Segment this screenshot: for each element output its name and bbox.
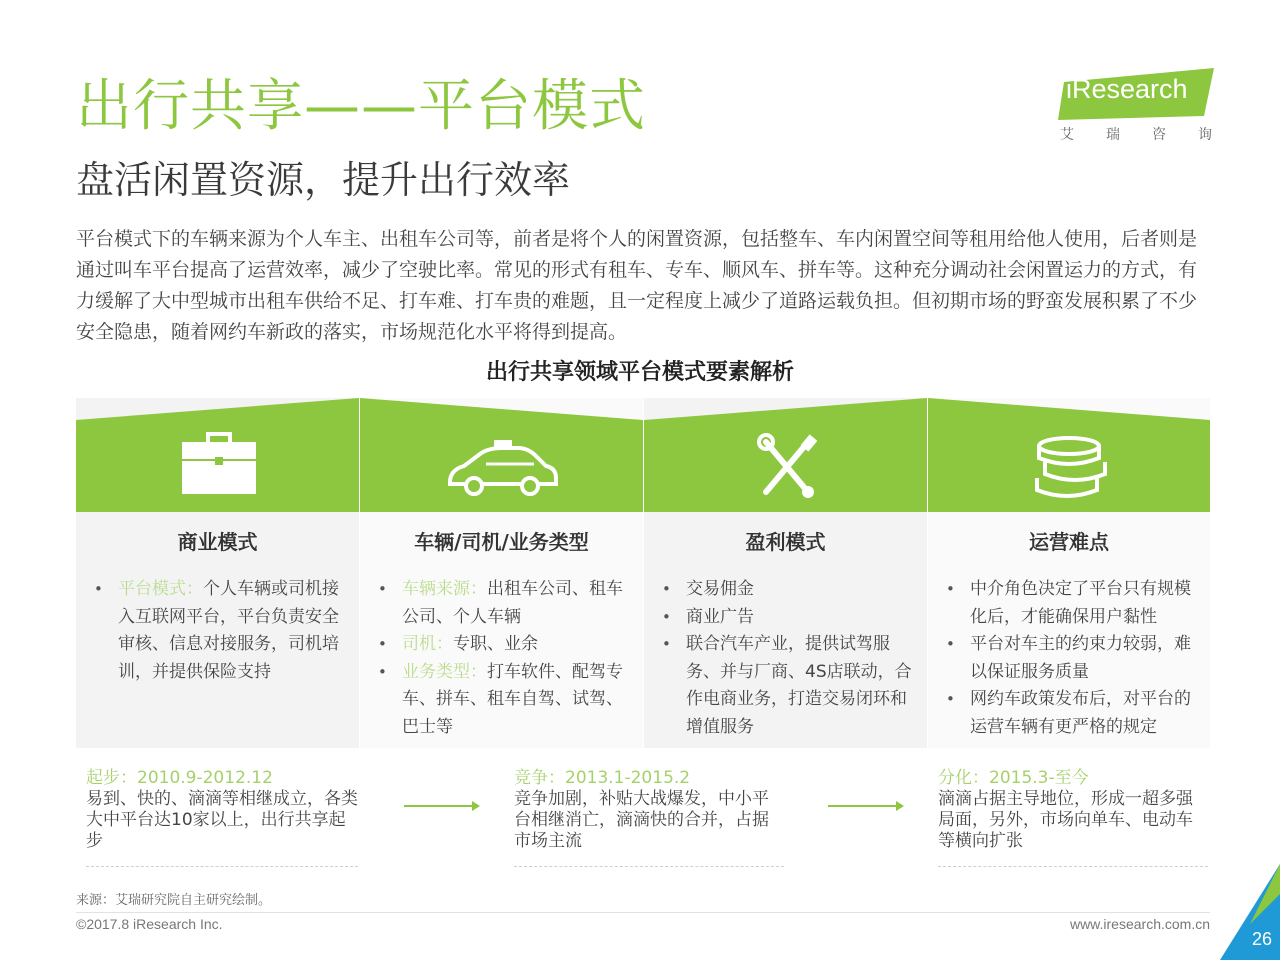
intro-paragraph: 平台模式下的车辆来源为个人车主、出租车公司等，前者是将个人的闲置资源，包括整车、车内闲置空间等租用给他人使用，后者则是通过叫车平台提高了运营效率，减少了空驶比率。常见的形式有租车、专车、顺风车、拼车等。这种充分调动社会闲置运力的方式，有力缓解了大中型城市出租车供给不足、打车难、打车贵的难题，且一定程度上减少了道路运载负担。但初期市场的野蛮发展积累了不少安全隐患，随着网约车新政的落实，市场规范化水平将得到提高。 — [76, 228, 1198, 343]
website-link[interactable]: www.iresearch.com.cn — [1069, 916, 1210, 932]
pillar-list — [94, 576, 346, 686]
pillar-name: 车辆/司机/业务类型 — [414, 530, 589, 554]
iresearch-logo — [1058, 68, 1218, 148]
stage-body: 易到、快的、滴滴等相继成立，各类大中平台达10家以上，出行共享起步 — [86, 789, 358, 851]
item-label: 车辆来源 — [402, 579, 470, 599]
copyright: ©2017.8 iResearch Inc. — [76, 916, 223, 932]
stage-body: 滴滴占据主导地位，形成一超多强局面，另外，市场向单车、电动车等横向扩张 — [938, 789, 1193, 851]
logo-sub-char: 艾 — [1060, 127, 1074, 143]
item-separator: ： — [470, 579, 487, 599]
list-item — [378, 659, 630, 742]
stage-body: 竞争加剧，补贴大战爆发，中小平台相继消亡，滴滴快的合并，占据市场主流 — [514, 789, 769, 851]
list-item — [378, 576, 630, 631]
list-item — [946, 576, 1198, 631]
source-note: 来源：艾瑞研究院自主研究绘制。 — [76, 893, 272, 908]
list-item — [94, 576, 346, 686]
item-separator: ： — [436, 634, 453, 654]
coin-stack-icon — [928, 432, 1210, 502]
stage-differentiation — [938, 768, 1208, 867]
logo-subtitle — [1060, 124, 1212, 144]
item-text: 商业广告 — [686, 606, 754, 627]
pillar-vehicle-driver-type — [360, 398, 643, 748]
pillar-list — [378, 576, 630, 741]
item-label: 平台模式 — [118, 579, 186, 599]
logo-sub-char: 询 — [1198, 127, 1212, 143]
pillar-business-model — [76, 398, 359, 748]
pillar-name: 运营难点 — [1029, 530, 1109, 554]
item-text: 联合汽车产业，提供试驾服务、并与厂商、4S店联动，合作电商业务，打造交易闭环和增值服务 — [686, 634, 912, 737]
logo-sub-char: 瑞 — [1106, 127, 1120, 143]
pillar-list — [662, 576, 914, 741]
item-label: 司机 — [402, 634, 436, 654]
item-separator: ： — [470, 661, 487, 682]
stage-competition — [514, 768, 784, 867]
item-text: 打车软件、配驾专车、拼车、租车自驾、试驾、巴士等 — [402, 661, 623, 737]
item-text: 平台对车主的约束力较弱，难以保证服务质量 — [970, 634, 1191, 682]
list-item — [946, 631, 1198, 686]
stage-head: 竞争：2013.1-2015.2 — [514, 768, 691, 788]
list-item — [662, 631, 914, 741]
arrow-right-icon — [402, 796, 482, 816]
item-separator: ： — [186, 579, 203, 599]
pillar-name: 盈利模式 — [745, 530, 826, 554]
briefcase-icon — [76, 430, 359, 500]
pillar-name: 商业模式 — [177, 530, 258, 554]
list-item — [662, 576, 914, 604]
item-text: 中介角色决定了平台只有规模化后，才能确保用户黏性 — [970, 579, 1191, 627]
item-text: 出租车公司、租车公司、个人车辆 — [402, 579, 623, 627]
footer-divider — [76, 912, 1210, 913]
list-item — [946, 686, 1198, 741]
logo-wordmark: iResearch — [1066, 74, 1188, 104]
item-text: 交易佣金 — [686, 579, 754, 599]
item-text: 个人车辆或司机接入互联网平台，平台负责安全审核、信息对接服务，司机培训，并提供保险支持 — [118, 579, 339, 682]
item-text: 专职、业余 — [453, 634, 538, 654]
pillar-list — [946, 576, 1198, 741]
page-number: 26 — [1251, 929, 1272, 949]
pillar-profit-model — [644, 398, 927, 748]
wrench-screwdriver-icon — [644, 432, 927, 502]
list-item — [378, 631, 630, 659]
arrow-right-icon — [826, 796, 906, 816]
stage-start — [86, 768, 358, 867]
taxi-car-icon — [360, 434, 643, 504]
logo-sub-char: 咨 — [1152, 127, 1166, 143]
list-item — [662, 604, 914, 632]
stage-head: 起步：2010.9-2012.12 — [86, 768, 273, 788]
stage-head: 分化：2015.3-至今 — [938, 768, 1089, 788]
pillars-panel — [76, 398, 1210, 748]
pillar-operating-difficulties — [928, 398, 1210, 748]
section-title: 出行共享领域平台模式要素解析 — [485, 360, 794, 385]
item-label: 业务类型 — [402, 661, 470, 682]
page-title: 出行共享——平台模式 — [76, 74, 646, 139]
item-text: 网约车政策发布后，对平台的运营车辆有更严格的规定 — [970, 689, 1191, 737]
page-subtitle: 盘活闲置资源，提升出行效率 — [76, 158, 571, 202]
